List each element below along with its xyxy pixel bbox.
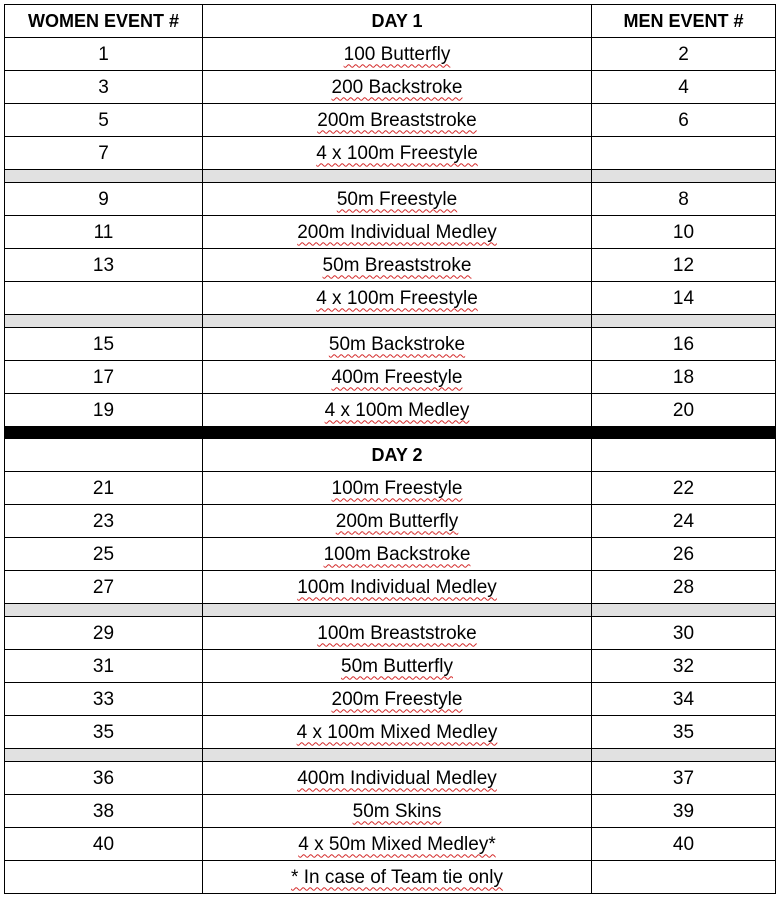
men-event-number: 6 [592,104,776,137]
table-body [5,5,776,894]
women-event-number: 40 [5,828,203,861]
women-event-number: 33 [5,683,203,716]
event-name-text: 200 Backstroke [331,76,463,98]
table-row [5,571,776,604]
header-men: MEN EVENT # [592,5,776,38]
event-name [203,104,592,137]
event-name [203,762,592,795]
header-row [5,5,776,38]
event-name [203,282,592,315]
event-name-text: 50m Butterfly [341,655,453,677]
women-event-number: 1 [5,38,203,71]
event-name [203,828,592,861]
event-name-text: 4 x 100m Mixed Medley [296,721,498,743]
event-name [203,683,592,716]
event-name-text: 200m Individual Medley [297,221,497,243]
separator-row [5,749,776,762]
event-name-text: 4 x 50m Mixed Medley* [298,833,496,855]
event-schedule-table [4,4,776,894]
separator-cell [5,749,203,762]
day-divider-cell [203,427,592,439]
men-event-number: 37 [592,762,776,795]
event-name-text: 100m Breaststroke [317,622,477,644]
women-event-number: 13 [5,249,203,282]
event-name-text: 50m Backstroke [328,333,466,355]
separator-row [5,170,776,183]
header-women: WOMEN EVENT # [5,5,203,38]
event-name-text: 4 x 100m Medley [324,399,470,421]
men-event-number: 34 [592,683,776,716]
footnote-text: * In case of Team tie only [291,866,503,888]
footnote-row [5,861,776,894]
event-name-text: 200m Butterfly [335,510,459,532]
women-event-number: 19 [5,394,203,427]
men-event-number: 28 [592,571,776,604]
day-divider-cell [592,427,776,439]
women-event-number: 36 [5,762,203,795]
women-event-number: 23 [5,505,203,538]
event-name [203,216,592,249]
women-event-number: 27 [5,571,203,604]
women-event-number: 25 [5,538,203,571]
separator-row [5,604,776,617]
men-event-number: 39 [592,795,776,828]
women-event-number: 3 [5,71,203,104]
day-divider-row [5,427,776,439]
men-event-number: 2 [592,38,776,71]
men-event-number: 4 [592,71,776,104]
men-event-number: 24 [592,505,776,538]
men-event-number: 26 [592,538,776,571]
event-name-text: 50m Breaststroke [322,254,472,276]
event-name [203,538,592,571]
event-name [203,795,592,828]
separator-cell [592,749,776,762]
event-name-text: 400m Individual Medley [297,767,497,789]
table-row [5,104,776,137]
event-name [203,394,592,427]
women-event-number: 38 [5,795,203,828]
separator-cell [592,170,776,183]
women-event-number: 9 [5,183,203,216]
event-name-text: 100m Individual Medley [297,576,497,598]
men-event-number: 14 [592,282,776,315]
day-divider-cell [5,427,203,439]
table-row [5,505,776,538]
separator-cell [5,604,203,617]
men-event-number: 22 [592,472,776,505]
women-event-number: 15 [5,328,203,361]
separator-cell [203,315,592,328]
table-row [5,762,776,795]
separator-cell [5,315,203,328]
table-row [5,216,776,249]
event-name [203,505,592,538]
table-row [5,71,776,104]
event-name-text: 50m Skins [352,800,442,822]
event-name-text: 200m Freestyle [331,688,463,710]
women-event-number: 5 [5,104,203,137]
table-row [5,828,776,861]
table-row [5,394,776,427]
empty-cell [5,439,203,472]
event-name [203,617,592,650]
table-row [5,38,776,71]
table-row [5,328,776,361]
men-event-number: 12 [592,249,776,282]
event-name-text: 100m Backstroke [323,543,471,565]
table-row [5,683,776,716]
event-name [203,571,592,604]
table-row [5,795,776,828]
separator-cell [5,170,203,183]
separator-row [5,315,776,328]
event-name [203,716,592,749]
women-event-number: 35 [5,716,203,749]
event-name [203,328,592,361]
men-event-number: 20 [592,394,776,427]
men-event-number [592,137,776,170]
event-name-text: 4 x 100m Freestyle [316,142,478,164]
table-row [5,650,776,683]
event-name-text: 200m Breaststroke [317,109,477,131]
separator-cell [203,604,592,617]
table-row [5,716,776,749]
separator-cell [203,170,592,183]
separator-cell [203,749,592,762]
women-event-number: 11 [5,216,203,249]
table-row [5,137,776,170]
header-day1: DAY 1 [203,5,592,38]
women-event-number: 7 [5,137,203,170]
header-day2: DAY 2 [203,439,592,472]
event-name-text: 100 Butterfly [343,43,451,65]
empty-cell [592,861,776,894]
event-name [203,650,592,683]
table-row [5,183,776,216]
event-name [203,38,592,71]
men-event-number: 40 [592,828,776,861]
men-event-number: 10 [592,216,776,249]
event-name-text: 50m Freestyle [336,188,458,210]
table-row [5,617,776,650]
men-event-number: 8 [592,183,776,216]
footnote-cell [203,861,592,894]
event-name-text: 4 x 100m Freestyle [316,287,478,309]
women-event-number: 29 [5,617,203,650]
table-row [5,472,776,505]
empty-cell [5,861,203,894]
men-event-number: 30 [592,617,776,650]
separator-cell [592,315,776,328]
event-name-text: 400m Freestyle [331,366,463,388]
event-name [203,71,592,104]
table-row [5,361,776,394]
event-name [203,361,592,394]
separator-cell [592,604,776,617]
event-name [203,472,592,505]
table-row [5,282,776,315]
men-event-number: 16 [592,328,776,361]
event-name [203,137,592,170]
event-name [203,183,592,216]
day2-header-row [5,439,776,472]
table-row [5,249,776,282]
event-name-text: 100m Freestyle [331,477,463,499]
women-event-number [5,282,203,315]
table-row [5,538,776,571]
men-event-number: 18 [592,361,776,394]
empty-cell [592,439,776,472]
women-event-number: 31 [5,650,203,683]
men-event-number: 35 [592,716,776,749]
men-event-number: 32 [592,650,776,683]
event-name [203,249,592,282]
women-event-number: 21 [5,472,203,505]
women-event-number: 17 [5,361,203,394]
